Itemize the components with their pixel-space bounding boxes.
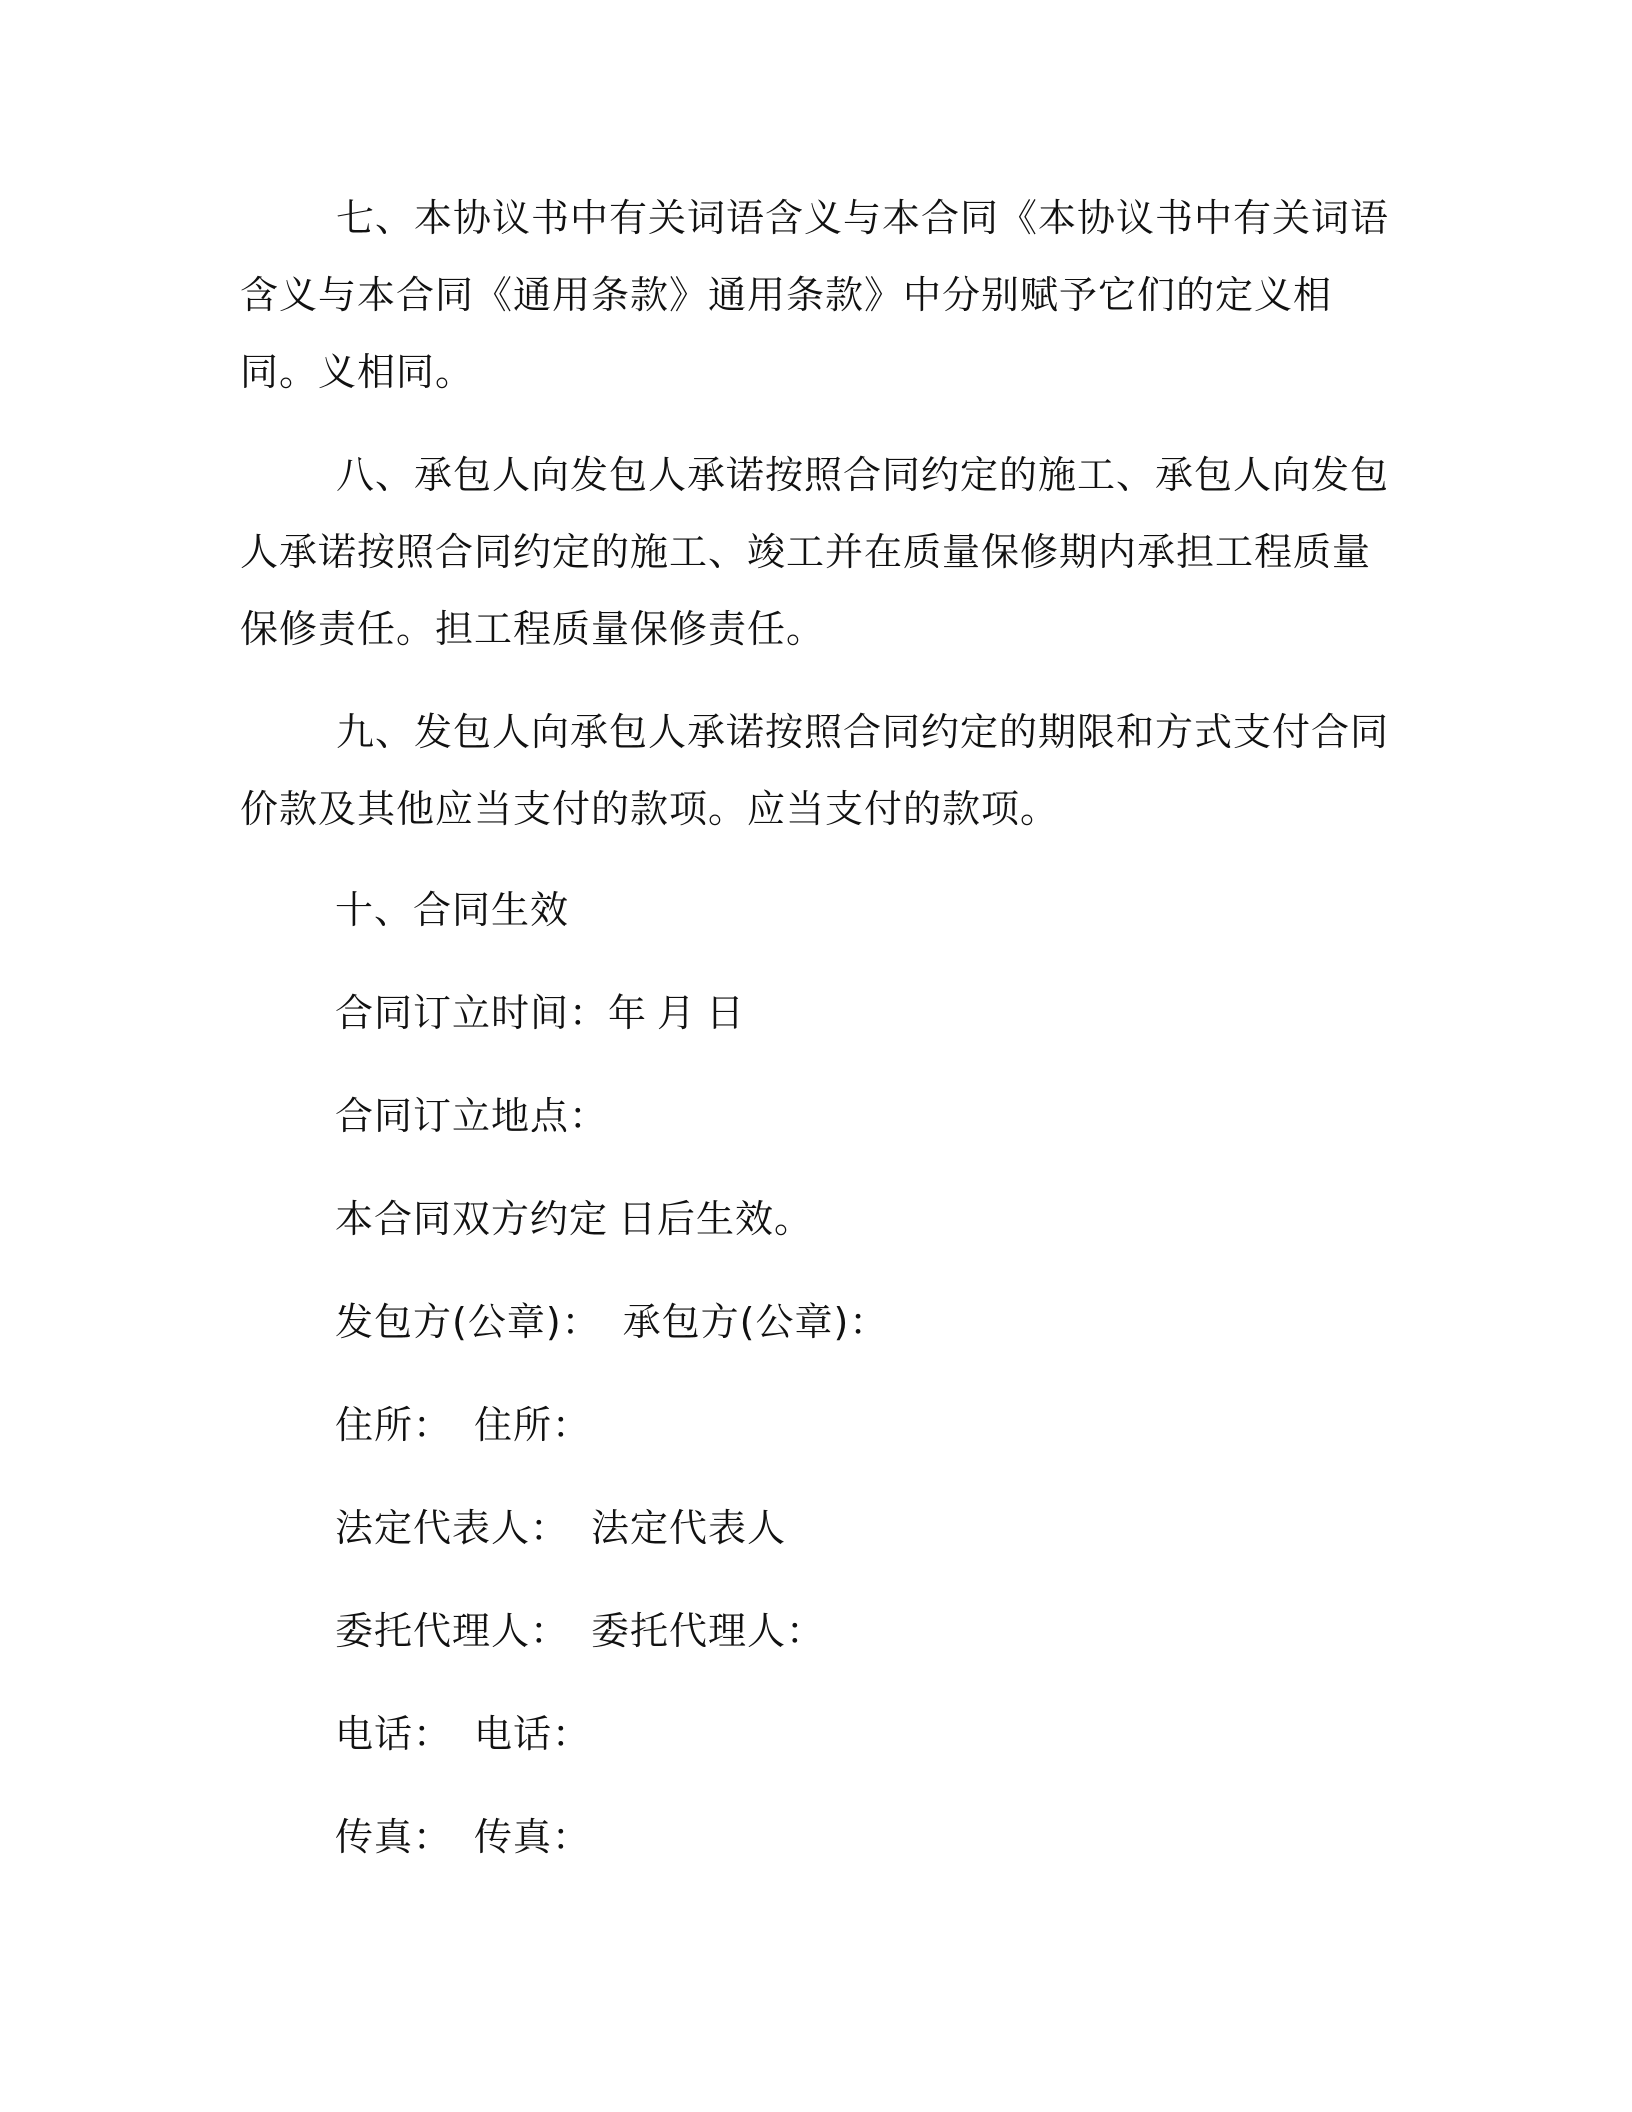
effective-prefix: 本合同双方约定 — [335, 1197, 609, 1241]
contractor-fax-label: 传真： — [474, 1815, 592, 1859]
contractor-address-label: 住所： — [474, 1403, 592, 1447]
sign-time-line — [335, 983, 745, 1043]
contractor-legal-rep-label: 法定代表人 — [591, 1506, 787, 1550]
clause-9-text: 九、发包人向承包人承诺按照合同约定的期限和方式支付合同价款及其他应当支付的款项。应当支付的款项。 — [240, 710, 1390, 831]
sign-time-label: 合同订立时间： — [335, 991, 609, 1035]
address-line — [335, 1395, 591, 1455]
legal-rep-line — [335, 1498, 786, 1558]
effective-line — [335, 1189, 813, 1249]
sign-place-label: 合同订立地点： — [335, 1094, 609, 1138]
seal-line — [335, 1292, 888, 1352]
employer-agent-label: 委托代理人： — [335, 1609, 570, 1653]
fax-line — [335, 1807, 591, 1867]
section-10-heading: 十、合同生效 — [335, 888, 570, 932]
employer-fax-label: 传真： — [335, 1815, 453, 1859]
clause-8-paragraph — [240, 437, 1390, 668]
clause-7-paragraph — [240, 180, 1390, 411]
effective-suffix: 日后生效。 — [618, 1197, 814, 1241]
clause-8-text: 八、承包人向发包人承诺按照合同约定的施工、承包人向发包人承诺按照合同约定的施工、竣工并在质量保修期内承担工程质量保修责任。担工程质量保修责任。 — [240, 453, 1390, 651]
sign-place-line — [335, 1086, 608, 1146]
clause-9-paragraph — [240, 694, 1390, 848]
sign-time-year: 年 — [608, 991, 648, 1035]
employer-address-label: 住所： — [335, 1403, 453, 1447]
sign-time-day: 日 — [706, 991, 746, 1035]
clause-7-text: 七、本协议书中有关词语含义与本合同《本协议书中有关词语含义与本合同《通用条款》通用条款》中分别赋予它们的定义相同。义相同。 — [240, 196, 1390, 394]
agent-line — [335, 1601, 825, 1661]
employer-legal-rep-label: 法定代表人： — [335, 1506, 570, 1550]
sign-time-month: 月 — [657, 991, 697, 1035]
employer-seal-label: 发包方(公章)： — [335, 1300, 601, 1344]
contractor-agent-label: 委托代理人： — [591, 1609, 826, 1653]
contractor-seal-label: 承包方(公章)： — [622, 1300, 889, 1344]
contractor-phone-label: 电话： — [474, 1712, 592, 1756]
employer-phone-label: 电话： — [335, 1712, 453, 1756]
phone-line — [335, 1704, 591, 1764]
